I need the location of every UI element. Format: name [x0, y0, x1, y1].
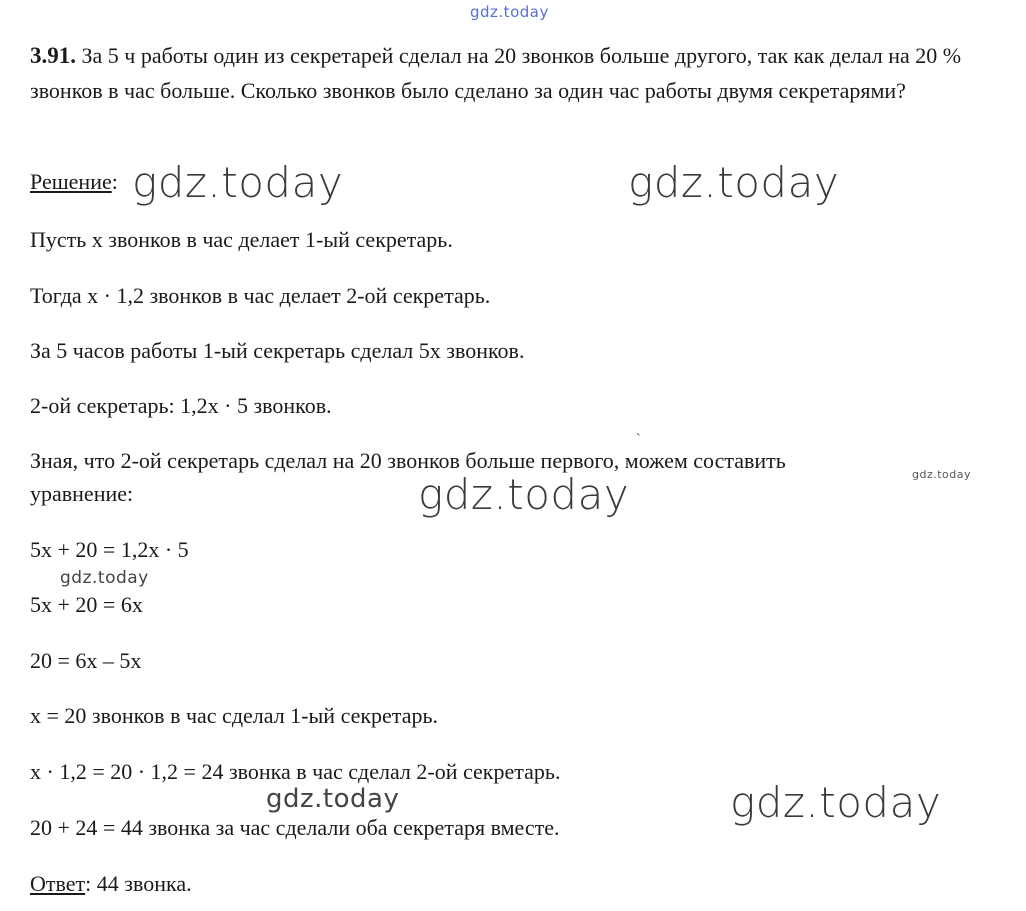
solution-line-3: За 5 часов работы 1-ый секретарь сделал 5x звонков. [30, 338, 525, 363]
watermark-tiny: gdz.today [912, 468, 972, 481]
watermark-big-2: gdz.today [628, 158, 840, 207]
solution-heading-line [30, 166, 118, 198]
answer-colon: : [85, 871, 92, 896]
answer-label: Ответ [30, 871, 86, 896]
solution-line-2: Тогда x · 1,2 звонков в час делает 2-ой секретарь. [30, 283, 491, 308]
watermark-top: gdz.today [470, 3, 549, 21]
problem-text: За 5 ч работы один из секретарей сделал на 20 звонков больше другого, так как делал на 20 % звонков в час больше. Сколько звонков было сделано за один час работы двумя секретарями? [30, 43, 962, 103]
problem-number: 3.91. [30, 43, 76, 68]
watermark-small-1: gdz.today [60, 568, 149, 588]
solution-line-5a: Зная, что 2-ой секретарь сделал на 20 звонков больше первого, можем составить [30, 448, 786, 473]
solution-line-11: 20 + 24 = 44 звонка за час сделали оба секретаря вместе. [30, 815, 560, 840]
problem-statement [30, 38, 990, 108]
watermark-big-3: gdz.today [418, 470, 630, 519]
equation-2: 5x + 20 = 6x [30, 592, 143, 617]
watermark-small-2: gdz.today [266, 784, 400, 814]
answer-value: 44 звонка. [91, 871, 192, 896]
solution-line-4: 2-ой секретарь: 1,2x · 5 звонков. [30, 393, 332, 418]
solution-line-9: x = 20 звонков в час сделал 1-ый секретарь. [30, 703, 438, 728]
solution-line-10: x · 1,2 = 20 · 1,2 = 24 звонка в час сделал 2-ой секретарь. [30, 759, 561, 784]
watermark-big-4: gdz.today [730, 778, 942, 827]
answer-line [30, 868, 192, 900]
watermark-big-1: gdz.today [132, 158, 344, 207]
solution-heading-colon: : [111, 169, 118, 194]
solution-heading: Решение [30, 169, 112, 194]
solution-line-5b: уравнение: [30, 481, 134, 506]
equation-1: 5x + 20 = 1,2x · 5 [30, 537, 189, 562]
equation-3: 20 = 6x – 5x [30, 648, 142, 673]
solution-line-1: Пусть x звонков в час делает 1-ый секретарь. [30, 227, 453, 252]
scan-speck: ` [636, 432, 641, 447]
